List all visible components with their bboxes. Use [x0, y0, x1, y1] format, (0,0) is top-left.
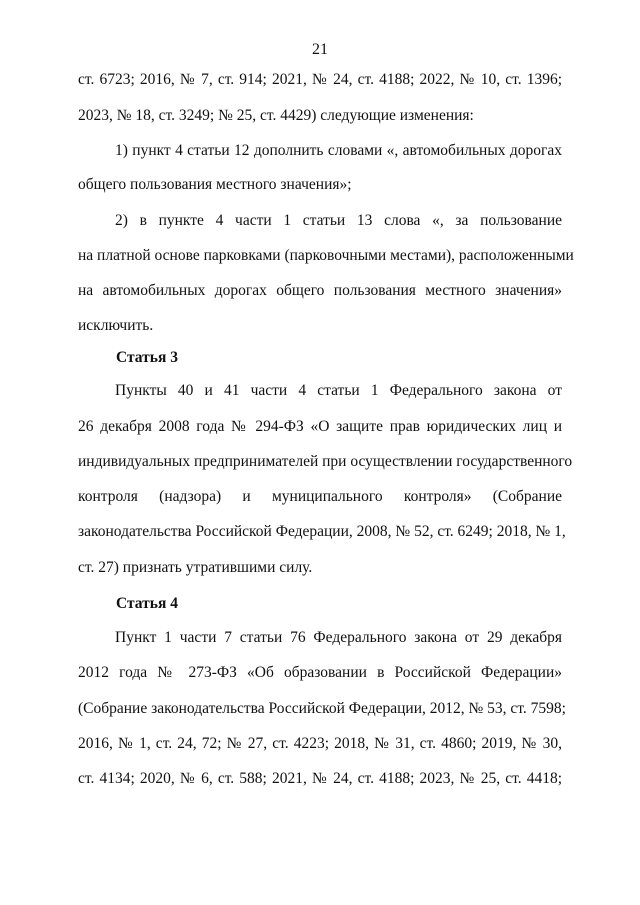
text-line: 2023, № 18, ст. 3249; № 25, ст. 4429) следующие изменения: [78, 107, 474, 124]
text-line: исключить. [78, 317, 154, 334]
text-line: Пункты 40 и 41 части 4 статьи 1 Федерального закона от [115, 382, 562, 399]
text-line: на платной основе парковками (парковочными местами), расположенными [78, 247, 574, 264]
section-heading: Статья 4 [116, 595, 178, 612]
text-line: ст. 6723; 2016, № 7, ст. 914; 2021, № 24, ст. 4188; 2022, № 10, ст. 1396; [78, 71, 562, 88]
text-line: ст. 27) признать утратившими силу. [78, 559, 313, 576]
text-line: общего пользования местного значения»; [78, 176, 352, 193]
text-line: Пункт 1 части 7 статьи 76 Федерального закона от 29 декабря [115, 629, 562, 646]
page-number: 21 [312, 41, 328, 58]
text-line: контроля (надзора) и муниципального контроля» (Собрание [78, 488, 562, 505]
text-line: 1) пункт 4 статьи 12 дополнить словами «, автомобильных дорогах [115, 142, 562, 159]
text-line: на автомобильных дорогах общего пользования местного значения» [78, 282, 562, 299]
text-line: законодательства Российской Федерации, 2008, № 52, ст. 6249; 2018, № 1, [78, 523, 566, 540]
text-line: ст. 4134; 2020, № 6, ст. 588; 2021, № 24, ст. 4188; 2023, № 25, ст. 4418; [78, 770, 562, 787]
text-line: 2012 года № 273-ФЗ «Об образовании в Российской Федерации» [78, 664, 562, 681]
text-line: 2) в пункте 4 части 1 статьи 13 слова «, за пользование [115, 212, 562, 229]
text-line: индивидуальных предпринимателей при осуществлении государственного [78, 453, 573, 470]
section-heading: Статья 3 [116, 349, 178, 366]
text-line: 26 декабря 2008 года № 294-ФЗ «О защите прав юридических лиц и [78, 418, 562, 435]
text-line: (Собрание законодательства Российской Федерации, 2012, № 53, ст. 7598; [78, 700, 566, 717]
text-line: 2016, № 1, ст. 24, 72; № 27, ст. 4223; 2018, № 31, ст. 4860; 2019, № 30, [78, 735, 562, 752]
